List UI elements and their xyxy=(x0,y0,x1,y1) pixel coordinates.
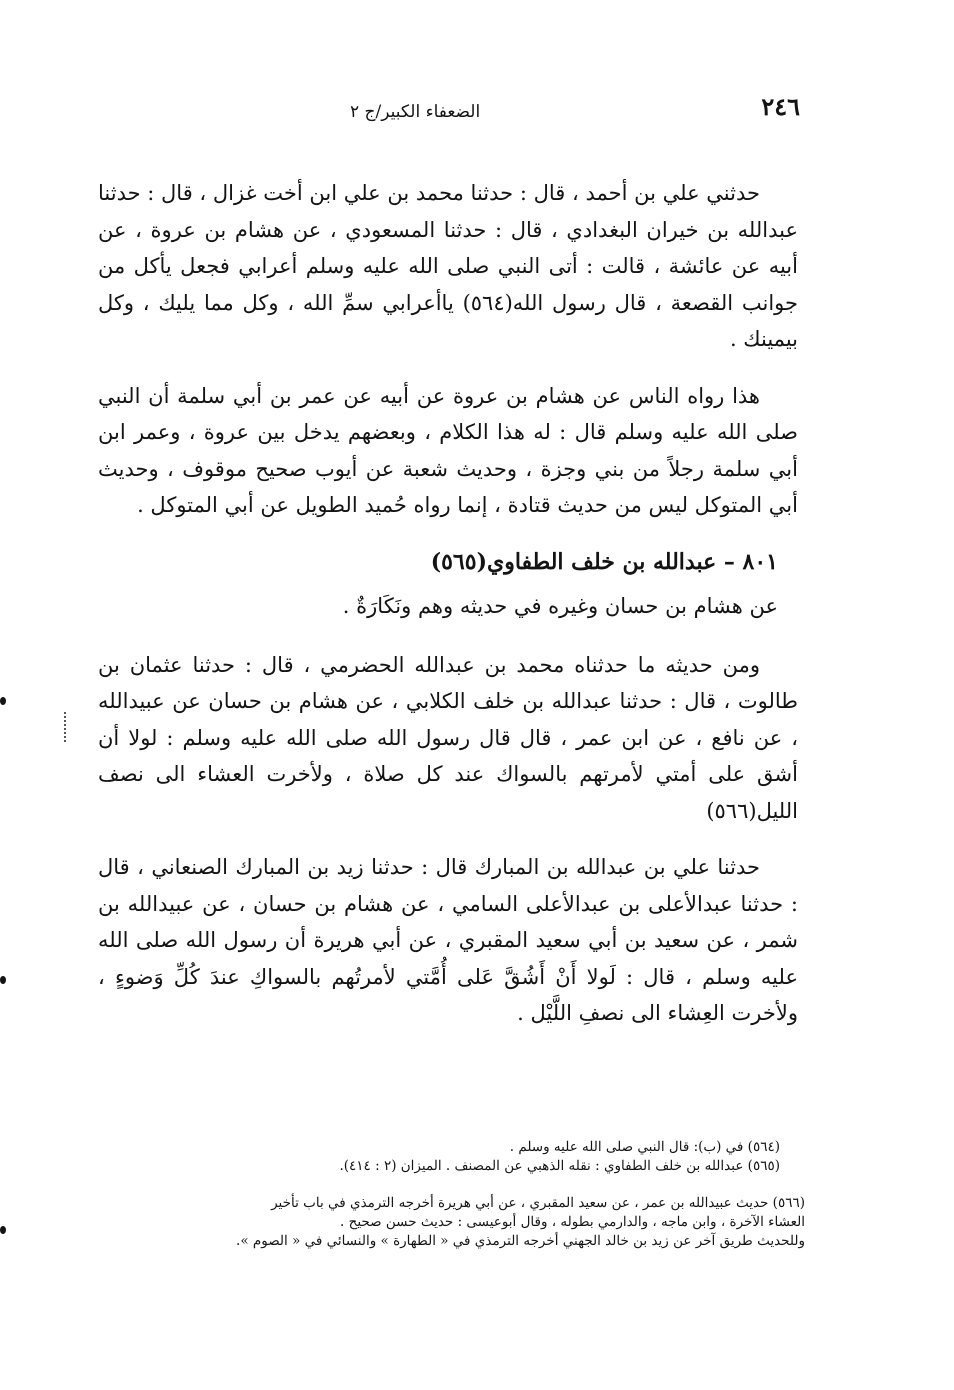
margin-tick-mark xyxy=(64,712,68,742)
entry-heading: ٨٠١ – عبدالله بن خلف الطفاوي(٥٦٥) xyxy=(430,548,778,575)
margin-dot xyxy=(0,697,6,705)
page-number: ٢٤٦ xyxy=(761,92,800,121)
paragraph-1: حدثني علي بن أحمد ، قال : حدثنا محمد بن علي ابن أخت غزال ، قال : حدثنا عبدالله بن خيران البغدادي ، قال : حدثنا المسعودي ، عن هشام بن عروة ، عن أبيه عن عائشة ، قالت : أتى النبي صلى الله عليه وسلم أعرابي فجعل يأكل من جوانب القصعة ، قال رسول الله(٥٦٤) ياأعرابي سمِّ الله ، وكل مما يليك ، وكل بيمينك . xyxy=(98,181,798,351)
footnote-564: (٥٦٤) في (ب): قال النبي صلى الله عليه وسلم . xyxy=(509,1139,780,1155)
footnote-566-line-1: (٥٦٦) حديث عبيدالله بن عمر ، عن سعيد المقبري ، عن أبي هريرة أخرجه الترمذي في باب تأخير xyxy=(271,1195,805,1211)
footnote-566-line-3: وللحديث طريق آخر عن زيد بن خالد الجهني أخرجه الترمذي في « الطهارة » والنسائي في « الصوم ». xyxy=(236,1233,805,1249)
main-text xyxy=(98,175,798,1052)
page-header xyxy=(100,92,800,132)
entry-summary: عن هشام بن حسان وغيره في حديثه وهم ونَكَارَةٌ . xyxy=(342,594,778,618)
paragraph-3: ومن حديثه ما حدثناه محمد بن عبدالله الحضرمي ، قال : حدثنا عثمان بن طالوت ، قال : حدثنا عبدالله بن خلف الكلابي ، عن هشام بن حسان عن عبيدالله ، عن نافع ، عن ابن عمر ، قال قال رسول الله صلى الله عليه وسلم : لولا أن أشق على أمتي لأمرتهم بالسواك عند كل صلاة ، ولأخرت العشاء الى نصف الليل(٥٦٦) xyxy=(98,652,798,823)
margin-dot xyxy=(0,1226,6,1234)
footnote-566-line-2: العشاء الآخرة ، وابن ماجه ، والدارمي بطوله ، وقال أبوعيسى : حديث حسن صحيح . xyxy=(340,1214,805,1230)
paragraph-2: هذا رواه الناس عن هشام بن عروة عن أبيه عن عمر بن أبي سلمة أن النبي صلى الله عليه وسلم قال : له هذا الكلام ، وبعضهم يدخل بين عروة ، وعمر ابن أبي سلمة رجلاً من بني وجزة ، وحديث شعبة عن أيوب صحيح موقوف ، وحديث أبي المتوكل ليس من حديث قتادة ، إنما رواه حُميد الطويل عن أبي المتوكل . xyxy=(98,383,798,517)
footnotes xyxy=(105,1138,805,1251)
paragraph-4: حدثنا علي بن عبدالله بن المبارك قال : حدثنا زيد بن المبارك الصنعاني ، قال : حدثنا عبدالأعلى بن عبدالأعلى السامي ، عن هشام بن حسان ، عن عبيدالله بن شمر ، عن سعيد بن أبي سعيد المقبري ، عن أبي هريرة أن رسول الله صلى الله عليه وسلم ، قال : لَولا أَنْ أَشُقَّ عَلى أُمَّتي لأمرتُهم بالسواكِ عندَ كُلِّ وَضوءٍ ، ولأخرت العِشاء الى نصفِ اللَّيْل . xyxy=(98,855,798,1025)
footnote-565: (٥٦٥) عبدالله بن خلف الطفاوي : نقله الذهبي عن المصنف . الميزان (٢ : ٤١٤). xyxy=(339,1158,780,1174)
running-title: الضعفاء الكبير/ج ٢ xyxy=(350,102,481,122)
footnote-gap xyxy=(105,1176,805,1194)
margin-dot xyxy=(0,976,6,984)
